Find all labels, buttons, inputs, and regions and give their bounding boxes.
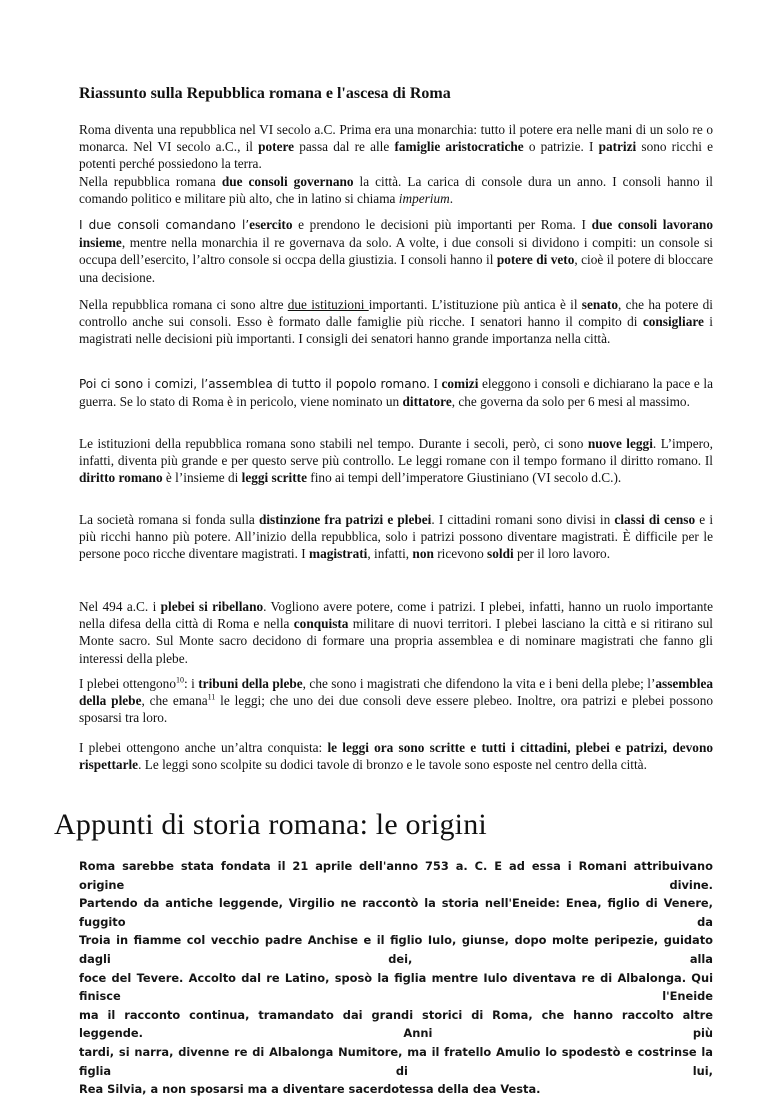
- paragraph-society: [79, 511, 713, 563]
- text: sono ricchi e potenti perché possiedono la terra.: [79, 139, 713, 172]
- text: : i: [183, 676, 199, 691]
- text: passa dal re alle: [294, 139, 395, 155]
- paragraph-comizi: [79, 375, 713, 410]
- bold-term: magistrati: [309, 546, 368, 562]
- origins-line: foce del Tevere. Accolto dal re Latino, sposò la figlia mentre Iulo diventava re di Albalonga. Qui finisce l'Eneide: [79, 970, 713, 1004]
- paragraph-plebeian-gains: [79, 675, 713, 727]
- text: . L’impero, infatti, diventa più grande e per questo serve più controllo. Le leggi romane con il tempo formano il diritto romano. Il: [79, 436, 714, 469]
- bold-term: nuove leggi: [587, 436, 653, 451]
- text: Le istituzioni della repubblica romana sono stabili nel tempo. Durante i secoli, però, ci sono: [79, 436, 588, 451]
- paragraph-plebeian-revolt: [79, 598, 713, 667]
- bold-term: patrizi: [598, 139, 637, 155]
- bold-term: esercito: [249, 217, 293, 232]
- text: importanti. L’istituzione più antica è il: [368, 297, 582, 312]
- origins-paragraph: [79, 857, 713, 1099]
- bold-term: due consoli lavorano insieme: [79, 217, 713, 251]
- bold-term: distinzione fra patrizi e plebei: [258, 512, 432, 527]
- text: Nella repubblica romana: [79, 173, 222, 189]
- text: , mentre nella monarchia il re governava da solo. A volte, i due consoli si dividono i compiti: un console si occupa dell’esercito, l’altro console si occpa della giustizia. I consoli hanno il: [79, 235, 713, 268]
- bold-term: leggi scritte: [241, 470, 307, 486]
- text: fino ai tempi dell’imperatore Giustiniano (VI secolo d.C.).: [306, 470, 622, 486]
- paragraph-roman-republic-intro: [79, 121, 713, 207]
- text: è l’insieme di: [162, 470, 242, 486]
- origins-line: Roma sarebbe stata fondata il 21 aprile dell'anno 753 a. C. E ad essa i Romani attribuivano origine divine.: [79, 859, 713, 892]
- text: ricevono: [433, 546, 488, 562]
- bold-term: plebei si ribellano: [160, 599, 264, 614]
- bold-term: diritto romano: [79, 470, 163, 486]
- text: e prendono le decisioni più importanti per Roma. I: [292, 217, 592, 232]
- text: I due consoli comandano l’: [79, 218, 250, 232]
- bold-term: famiglie aristocratiche: [394, 139, 524, 155]
- text: . I cittadini romani sono divisi in: [431, 512, 615, 527]
- origins-line: Partendo da antiche leggende, Virgilio ne raccontò la storia nell'Eneide: Enea, figlio di Venere, fuggito da: [79, 896, 713, 929]
- document-title: Riassunto sulla Repubblica romana e l'ascesa di Roma: [79, 85, 451, 102]
- origins-line: Troia in fiamme col vecchio padre Anchise e il figlio Iulo, giunse, dopo molte peripezie, guidato dagli dei, alla: [79, 933, 713, 966]
- origins-line: Rea Silvia, a non sposarsi ma a diventare sacerdotessa della dea Vesta.: [79, 1082, 541, 1097]
- bold-term: non: [412, 546, 434, 562]
- paragraph-laws: [79, 435, 713, 487]
- text: , cioè il potere di bloccare una decisione.: [79, 252, 713, 285]
- bold-term: senato: [581, 297, 618, 312]
- text: La società romana si fonda sulla: [79, 512, 259, 527]
- text: la città. La carica di console dura un anno. I consoli hanno il comando politico e militare più alto, che in latino si chiama: [79, 173, 713, 206]
- text: , che emana: [141, 693, 208, 709]
- paragraph-consuls: [79, 216, 713, 286]
- text: eleggono i consoli e dichiarano la pace e la guerra. Se lo stato di Roma è in pericolo, viene nominato un: [79, 376, 713, 410]
- bold-term: classi di censo: [614, 512, 696, 527]
- text: Roma diventa una repubblica nel VI secolo a.C. Prima era una monarchia: tutto il potere era nelle mani di un solo re o monarca. Nel VI secolo a.C., il: [79, 122, 713, 155]
- bold-term: due consoli governano: [221, 173, 354, 189]
- text: i magistrati nelle decisioni più importanti. I consigli dei senatori hanno grande importanza nella città.: [79, 314, 713, 347]
- text: . I: [426, 376, 442, 391]
- text: , infatti,: [367, 546, 413, 562]
- text: I plebei ottengono: [79, 676, 176, 691]
- origins-line: tardi, si narra, divenne re di Albalonga Numitore, ma il fratello Amulio lo spodestò e costrinse la figlia di lui,: [79, 1044, 713, 1078]
- bold-term: assemblea della plebe: [79, 676, 713, 709]
- text: .: [449, 190, 454, 206]
- text: , che sono i magistrati che difendono la vita e i beni della plebe; l’: [302, 676, 656, 691]
- text: , che governa da solo per 6 mesi al massimo.: [451, 394, 690, 410]
- bold-term: dittatore: [402, 394, 452, 410]
- italic-term: imperium: [398, 190, 450, 206]
- bold-term: tribuni della plebe: [198, 676, 303, 691]
- bold-term: soldi: [487, 546, 514, 562]
- footnote-ref[interactable]: 10: [175, 675, 184, 685]
- text: I plebei ottengono anche un’altra conquista:: [79, 740, 328, 755]
- origins-line: ma il racconto continua, tramandato dai grandi storici di Roma, che hanno raccolto altre leggende. Anni più: [79, 1007, 713, 1041]
- paragraph-senate: [79, 296, 713, 348]
- bold-term: le leggi ora sono scritte e tutti i cittadini, plebei e patrizi, devono rispettarle: [79, 740, 714, 773]
- bold-term: conquista: [293, 616, 349, 632]
- text: e i più ricchi hanno più potere. All’inizio della repubblica, solo i patrizi possono diventare magistrati. È difficile per le persone poco ricche diventare magistrati. I: [79, 512, 714, 562]
- text: . Le leggi sono scolpite su dodici tavole di bronzo e le tavole sono esposte nel centro della città.: [138, 757, 647, 773]
- text: . Vogliono avere potere, come i patrizi. I plebei, infatti, hanno un ruolo importante nella difesa della città di Roma e nella: [79, 599, 713, 632]
- text: le leggi; che uno dei due consoli deve essere plebeo. Inoltre, ora patrizi e plebei possono sposarsi tra loro.: [79, 693, 714, 726]
- text: , che ha potere di controllo anche sui consoli. Esso è formato dalle famiglie più ricche. I senatori hanno il compito di: [79, 297, 713, 330]
- text: Nella repubblica romana ci sono altre: [79, 297, 288, 312]
- bold-term: potere: [258, 139, 295, 155]
- section-title: Appunti di storia romana: le origini: [54, 808, 487, 841]
- text: militare di nuovi territori. I plebei lasciano la città e si ritirano sul Monte sacro. Sul Monte sacro decidono di formare una propria assemblea e di nominare magistrati che fanno gli interessi della plebe.: [79, 616, 713, 666]
- bold-term: potere di veto: [496, 252, 575, 268]
- paragraph-written-laws: [79, 739, 713, 773]
- text: o patrizie. I: [523, 139, 599, 155]
- underlined-term: due istituzioni: [287, 297, 369, 312]
- text: per il loro lavoro.: [513, 546, 611, 562]
- footnote-ref[interactable]: 11: [207, 692, 216, 702]
- bold-term: comizi: [441, 376, 479, 391]
- text: Nel 494 a.C. i: [79, 599, 161, 614]
- text: Poi ci sono i comizi, l’assemblea di tutto il popolo romano: [79, 377, 427, 391]
- bold-term: consigliare: [642, 314, 704, 330]
